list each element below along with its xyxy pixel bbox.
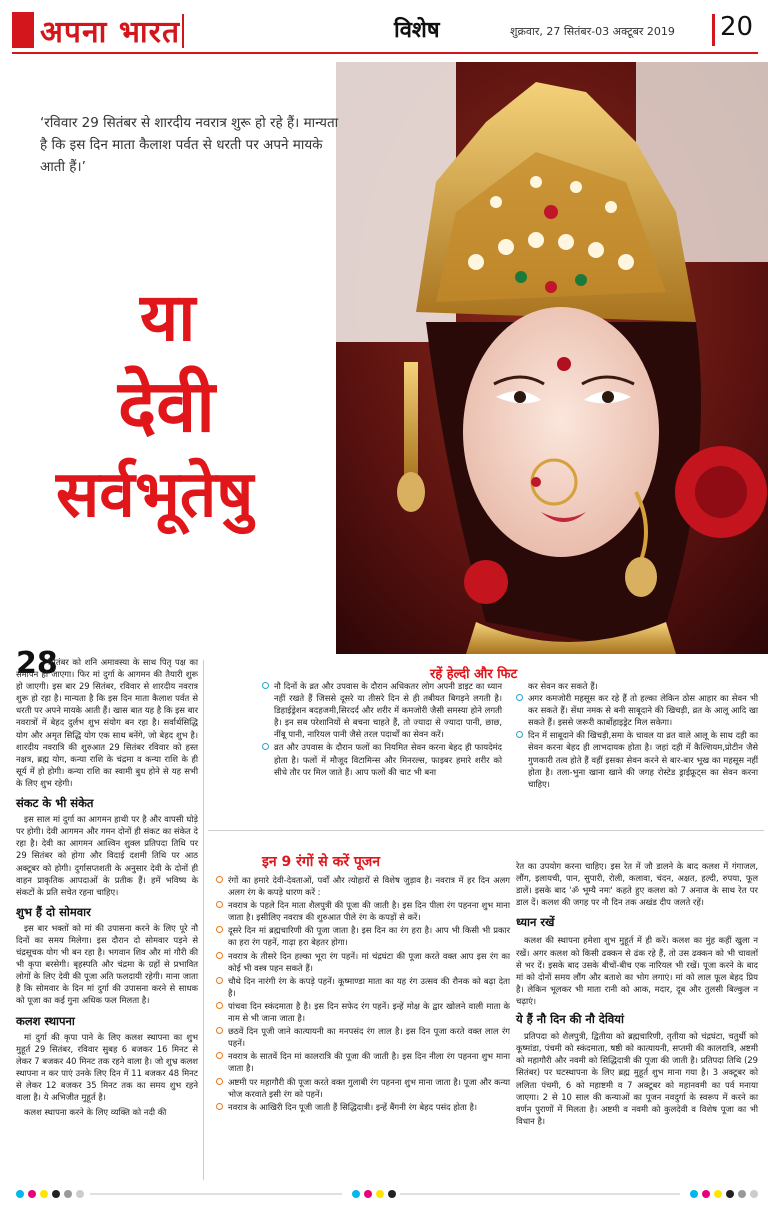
fit-column-right bbox=[516, 680, 758, 791]
fit-bullet-2: व्रत और उपवास के दौरान फलों का नियमित सेवन करना बेहद ही फायदेमंद होता है। फलों में मौजूद विटामिन्स और मिनरल्स, फाइबर हमारे शरीर को सीधे तौर पर मिल जाते हैं। आप फलों की चाट भी बना bbox=[262, 741, 502, 777]
pull-quote: ‘रविवार 29 सितंबर से शारदीय नवरात्र शुरू हो रहे हैं। मान्यता है कि इस दिन माता कैलाश पर्वत से धरती पर अपने मायके आती हैं।’ bbox=[40, 115, 339, 175]
subhead-somvar: शुभ हैं दो सोमवार bbox=[16, 904, 91, 919]
paragraph-sankat: इस साल मां दुर्गा का आगमन हाथी पर है और वापसी घोड़े पर होगी। देवी आगमन और गमन दोनों ही संकट का संकेत दे रहा है। देवी का आगमन आश्विन शुक्ल प्रतिपदा तिथि पर 29 सितंबर को होगा और विदाई दशमी तिथि पर आठ अक्टूबर को होगी। दुर्गासप्तशती के अनुसार देवी के दोनों ही वाहन प्राकृतिक आपदाओं के प्रतीक हैं। हमें भविष्य के संकटों के प्रति सचेत रहना चाहिए। bbox=[16, 814, 198, 897]
color-item: रंगों का हमारे देवी-देवताओं, पर्वों और त्योहारों से विशेष जुड़ाव है। नवरात्र में हर दिन अलग अलग रंग के कपड़े धारण करें : bbox=[216, 874, 510, 898]
registration-dot-black bbox=[726, 1190, 734, 1198]
paragraph-devi: प्रतिपदा को शैलपुत्री, द्वितीया को ब्रह्मचारिणी, तृतीया को चंद्रघंटा, चतुर्थी को कूष्मांडा, पंचमी को स्कंदमाता, षष्ठी को कात्यायनी, सप्तमी की कालरात्रि, अष्टमी को महागौरी और नवमी को सिद्धिदात्री की पूजा की जाती है। प्रतिपदा तिथि (29 सितंबर) पर घटस्थापना के लिए ब्रह्म मुहूर्त शुभ माना गया है। 3 अक्टूबर को ललिता पंचमी, 6 को महाष्टमी व 7 अक्टूबर को महानवमी का पर्व मनाया जाएगा। 2 से 10 साल की कन्याओं का पूजन नवदुर्गा के स्वरूप में करने का वर्णन पुराणों में मिलता है। अष्टमी व नवमी को कुलदेवी व विशेष पूजा का भी विधान है। bbox=[516, 1031, 758, 1126]
registration-dot-gray bbox=[64, 1190, 72, 1198]
color-item: पांचवा दिन स्कंदमाता है है। इस दिन सफेद रंग पहनें। इन्हें मोक्ष के द्वार खोलने वाली माता के नाम से भी जाना जाता है। bbox=[216, 1000, 510, 1024]
page-number-divider bbox=[712, 14, 715, 46]
issue-date: शुक्रवार, 27 सितंबर-03 अक्टूबर 2019 bbox=[510, 25, 675, 38]
registration-dot-magenta bbox=[364, 1190, 372, 1198]
color-item: नवरात्र के पहले दिन माता शैलपुत्री की पूजा की जाती है। इस दिन पीला रंग पहनना शुभ माना जाता है। इसीलिए नवरात्र की शुरुआत पीले रंग के कपड़ों से करें। bbox=[216, 899, 510, 923]
color-item: चौथे दिन नारंगी रंग के कपड़े पहनें। कूष्माण्डा माता का यह रंग उत्सव की रौनक को बढ़ा देता है। bbox=[216, 975, 510, 999]
goddess-illustration bbox=[336, 62, 768, 654]
registration-dot-yellow bbox=[376, 1190, 384, 1198]
fit-section-title: रहें हेल्दी और फिट bbox=[430, 667, 518, 682]
color-item: नवरात्र के तीसरे दिन हल्का भूरा रंग पहनें। मां चंद्रघंटा की पूजा करते वक्त आप इस रंग का कोई भी वस्त्र पहन सकते हैं। bbox=[216, 950, 510, 974]
registration-dot-yellow bbox=[40, 1190, 48, 1198]
registration-dot-magenta bbox=[702, 1190, 710, 1198]
registration-dot-lightgray bbox=[76, 1190, 84, 1198]
registration-dot-cyan bbox=[16, 1190, 24, 1198]
header-rule bbox=[12, 52, 758, 54]
headline-line-3: सर्वभूतेषु bbox=[56, 458, 254, 532]
fit-bullet-3: अगर कमजोरी महसूस कर रहे हैं तो हल्का लेकिन ठोस आहार का सेवन भी कर सकते हैं। सेंधा नमक से बनी साबूदाने की खिचड़ी, व्रत के आलू आदि खा सकते हैं। इससे जरूरी कार्बोहाइड्रेट मिल सकेगा। bbox=[516, 692, 758, 728]
color-item: नवरात्र के आखिरी दिन पूजी जाती हैं सिद्धिदात्री। इन्हें बैंगनी रंग बेहद पसंद होता है। bbox=[216, 1101, 510, 1113]
colors-list bbox=[216, 874, 510, 1114]
paragraph-somvar: इस बार भक्तों को मां की उपासना करने के लिए पूरे नौ दिनों का समय मिलेगा। इस दौरान दो सोमवार पड़ने से चंद्रसूचक योग भी बन रहा है। भगवान शिव और मां गौरी की भी कृपा बरसेगी। बृहस्पति और चंद्रमा के ग्रहों से प्रभावित लोगों के लिए देवी की पूजा अति फलदायी रहेगी। माना जाता है कि सोमवार के दिन मां दुर्गा की उपासना करने से साधक को पूजा का कई गुना अधिक फल मिलता है। bbox=[16, 922, 198, 1006]
registration-dot-lightgray bbox=[750, 1190, 758, 1198]
paragraph-kalash: मां दुर्गा की कृपा पाने के लिए कलश स्थापना का शुभ मुहूर्त 29 सितंबर, रविवार सुबह 6 बजकर 16 मिनट से लेकर 7 बजकर 40 मिनट तक रहने वाला है। जो शुभ्र कलश स्थापना न कर पाएं उनके लिए दिन में 11 बजकर 48 मिनट से लेकर 12 बजकर 35 मिनट तक का समय शुभ रहने वाला है। ये अभिजीत मुहूर्त है। bbox=[16, 1031, 198, 1103]
section-divider bbox=[208, 830, 764, 831]
footer-rule bbox=[400, 1193, 680, 1195]
color-item: दूसरे दिन मां ब्रह्मचारिणी की पूजा जाता है। इस दिन का रंग हरा है। आप भी किसी भी प्रकार का हरा रंग पहनें, गाढ़ा हरा बेहतर होगा। bbox=[216, 924, 510, 948]
registration-dot-gray bbox=[738, 1190, 746, 1198]
headline-line-2: देवी bbox=[118, 364, 215, 448]
masthead-logo: अपना भारत bbox=[40, 15, 181, 50]
fit-bullet-4: दिन में साबूदाने की खिचड़ी,समा के चावल या व्रत वाले आलू के साथ दही का सेवन करना बेहद ही लाभदायक होता है। जहां दही में कैल्शियम,प्रोटीन जैसे गुणकारी तत्व होते हैं वहीं इसका सेवन करने से बार-बार भूख का महसूस नहीं होता है। तला-भुना खाना खाने की जगह रोस्टेड ड्राईफ्रूट्स का सेवन करना चाहिए। bbox=[516, 729, 758, 789]
drop-cap: 28 bbox=[16, 646, 58, 681]
colors-section-title: इन 9 रंगों से करें पूजन bbox=[262, 854, 381, 870]
paragraph-ret: रेत का उपयोग करना चाहिए। इस रेत में जौ डालने के बाद कलश में गंगाजल, लौंग, इलायची, पान, सुपारी, रोली, कलावा, चंदन, अक्षत, हल्दी, रुपया, फूल डालें। इसके बाद 'ॐ भूम्यै नमः' कहते हुए कलश को 7 अनाज के साथ रेत पर डाल दें। कलश की जगह पर नौ दिन तक अखंड दीप जलते रहें। bbox=[516, 861, 758, 908]
goddess-photo bbox=[336, 62, 768, 654]
subhead-sankat: संकट के भी संकेत bbox=[16, 796, 94, 811]
page-number: 20 bbox=[720, 12, 754, 42]
article-column-1 bbox=[16, 656, 198, 1118]
color-item: अष्टमी पर महागौरी की पूजा करते वक्त गुलाबी रंग पहनना शुभ माना जाता है। पूजा और कन्या भोज करवाते इसी रंग को पहनें। bbox=[216, 1076, 510, 1100]
headline-line-1: या bbox=[140, 279, 196, 356]
fit-bullet-1: नौ दिनों के व्रत और उपवास के दौरान अधिकतर लोग अपनी डाइट का ध्यान नहीं रखते हैं जिससे दूसरे या तीसरे दिन से ही तबीयत बिगड़ने लगती है। डिहाईड्रेशन बदहजमी,सिरदर्द और शरीर में कमजोरी जैसी समस्या होने लगती है। इन सब परेशानियों से बचना चाहते हैं, तो ज्यादा से ज्यादा पानी, छाछ, नींबू पानी, नारियल पानी जैसे तरल पदार्थों का सेवन करें। bbox=[262, 680, 502, 740]
header-divider bbox=[182, 14, 184, 48]
article-column-4 bbox=[516, 860, 758, 1130]
registration-dot-black bbox=[388, 1190, 396, 1198]
subhead-kalash: कलश स्थापना bbox=[16, 1013, 75, 1028]
section-title: विशेष bbox=[394, 18, 440, 43]
intro-paragraph: सितंबर को शनि अमावस्या के साथ पितृ पक्ष का समापन हो जाएगा। फिर मां दुर्गा के आगमन की तैयारी शुरू हो जाएगी। इस बार 29 सितंबर, रविवार से शारदीय नवरात्र शुरू हो रहा है। मान्यता है कि इस दिन माता कैलाश पर्वत से धरती पर अपने मायके आती हैं। खास बात यह है कि इस बार नवरात्रों में बेहद दुर्लभ शुभ संयोग बन रहा है। सर्वार्थसिद्धि योग और अमृत सिद्धि योग एक साथ बनेंगे, जो बेहद शुभ है। शारदीय नवरात्रि की शुरुआत 29 सितंबर रविवार को हस्त नक्षत्र, ब्रह्म योग, कन्या राशि के चंद्रमा व कन्या राशि के ही सूर्य में हो होगी। कन्या राशि का स्वामी बुध होने से यह सभी के लिए शुभ रहेगी। bbox=[16, 657, 198, 788]
paragraph-dhyan: कलश की स्थापना हमेशा शुभ मुहूर्त में ही करें। कलश का मुंह कहीं खुला न रखें। अगर कलश को किसी ढक्कन से ढंक रहे हैं, तो उस ढक्कन को भी चावलों से भर दें। इसके बाद उसके बीचों-बीच एक नारियल भी रखें। पूजा करने के बाद मां को दोनों समय लौंग और बताशे का भोग लगाएं। मां को लाल फूल बेहद प्रिय है। लेकिन भूलकर भी माता रानी को आक, मदार, दूब और तुलसी बिल्कुल न चढ़ाएं। bbox=[516, 935, 758, 1006]
column-divider bbox=[203, 660, 204, 1180]
color-item: छठवें दिन पूजी जाने कात्यायनी का मनपसंद रंग लाल है। इस दिन पूजा करते वक्त लाल रंग पहनें। bbox=[216, 1025, 510, 1049]
subhead-dhyan: ध्यान रखें bbox=[516, 915, 555, 930]
registration-dot-magenta bbox=[28, 1190, 36, 1198]
registration-dot-cyan bbox=[690, 1190, 698, 1198]
fit-continued-text: कर सेवन कर सकते हैं। bbox=[528, 681, 598, 691]
footer-rule bbox=[90, 1193, 342, 1195]
fit-column-left bbox=[262, 680, 502, 779]
registration-dot-cyan bbox=[352, 1190, 360, 1198]
header-color-block bbox=[12, 12, 34, 48]
registration-dot-black bbox=[52, 1190, 60, 1198]
color-item: नवरात्र के सातवें दिन मां कालरात्रि की पूजा की जाती है। इस दिन नीला रंग पहनना शुभ माना जाता है। bbox=[216, 1050, 510, 1074]
registration-dot-yellow bbox=[714, 1190, 722, 1198]
subhead-devi: ये हैं नौ दिन की नौ देवियां bbox=[516, 1012, 624, 1027]
paragraph-kalash-2: कलश स्थापना करने के लिए व्यक्ति को नदी की bbox=[24, 1107, 167, 1118]
